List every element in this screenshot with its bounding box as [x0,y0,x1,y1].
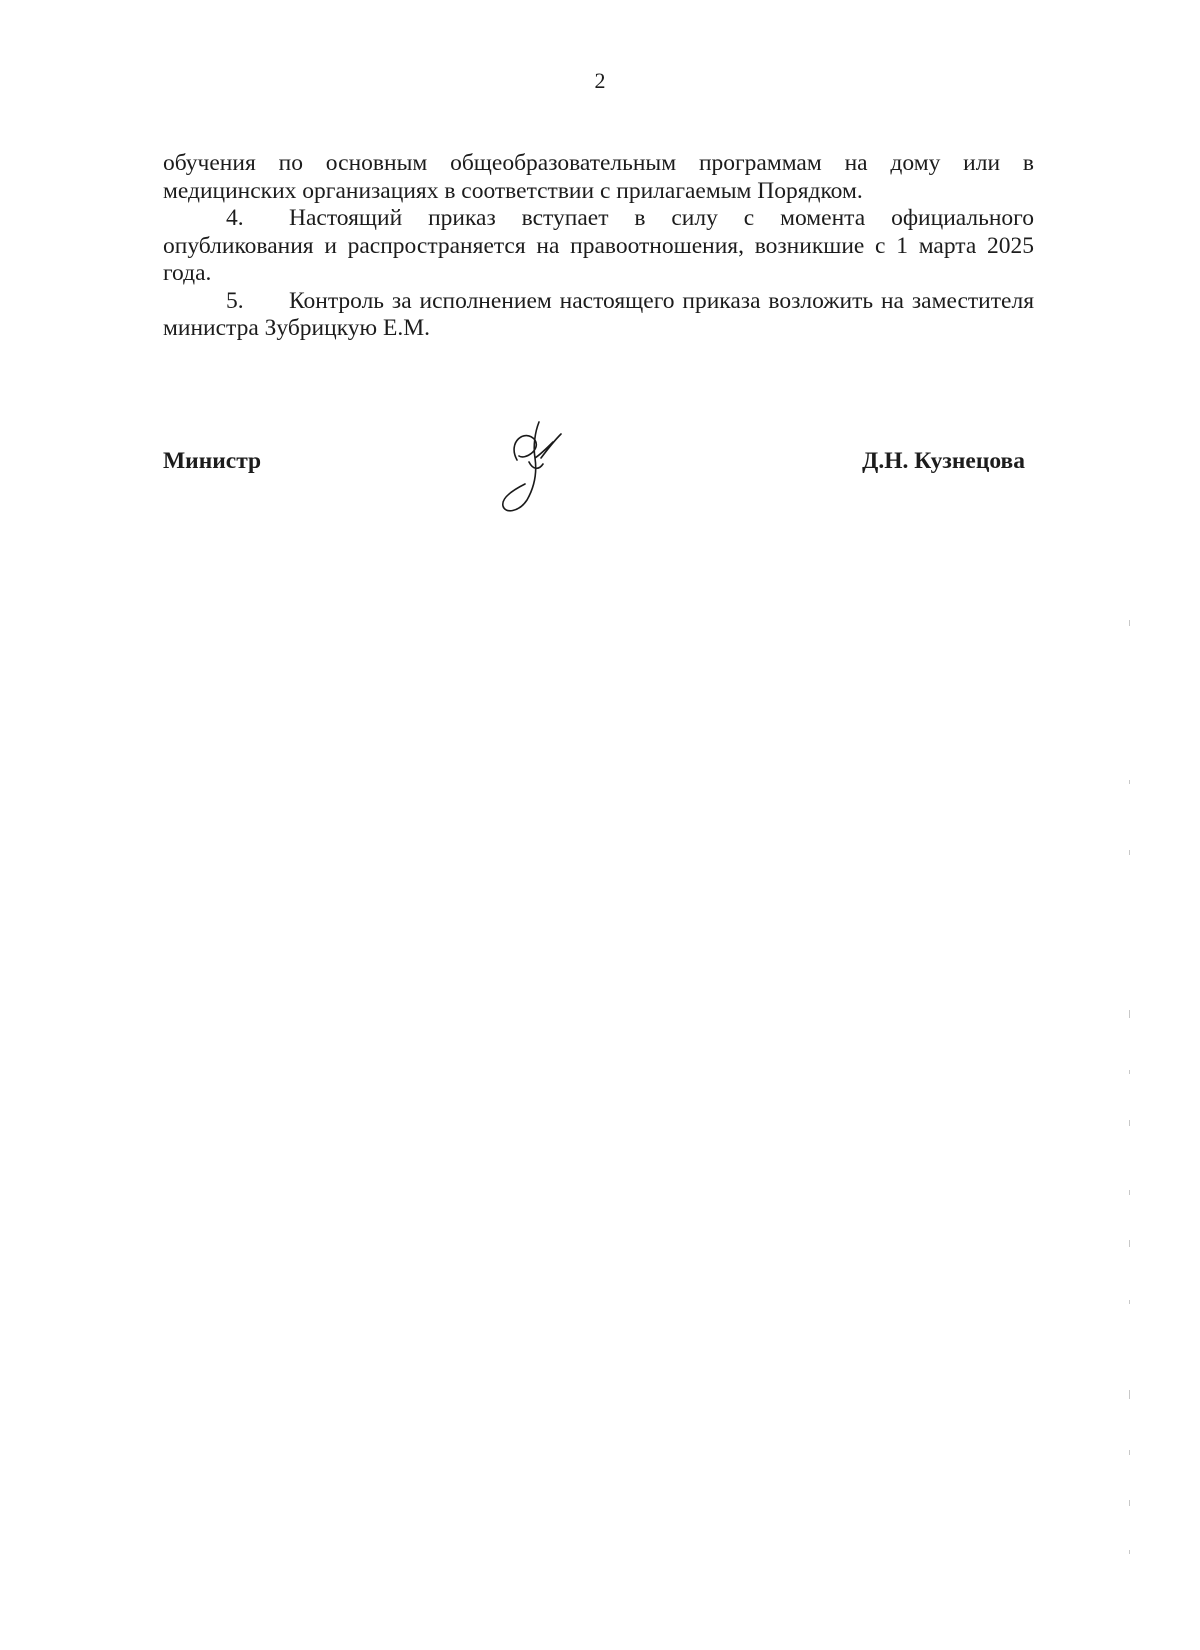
paragraph-text: обучения по основным общеобразовательным программам на дому или в медицинских организациях в соответствии с прилагаемым Порядком. [163,150,1034,204]
paragraph-continuation [163,150,1034,205]
paragraph-text: Настоящий приказ вступает в силу с момента официального опубликования и распространяется на правоотношения, возникшие с 1 марта 2025 года. [163,205,1034,286]
paragraph-number: 4. [226,205,244,231]
paragraph-item-5 [163,288,1034,343]
signatory-position: Министр [163,448,262,474]
handwritten-signature [495,420,575,516]
paragraph-text: Контроль за исполнением настоящего приказа возложить на заместителя министра Зубрицкую Е.М. [163,287,1034,341]
page-number: 2 [594,68,606,93]
document-body [163,150,1034,343]
paragraph-number: 5. [226,287,244,314]
paragraph-item-4 [163,205,1034,288]
signatory-name: Д.Н. Кузнецова [862,448,1025,474]
signature-block [163,446,1025,486]
scan-noise-decoration [1127,600,1133,1600]
